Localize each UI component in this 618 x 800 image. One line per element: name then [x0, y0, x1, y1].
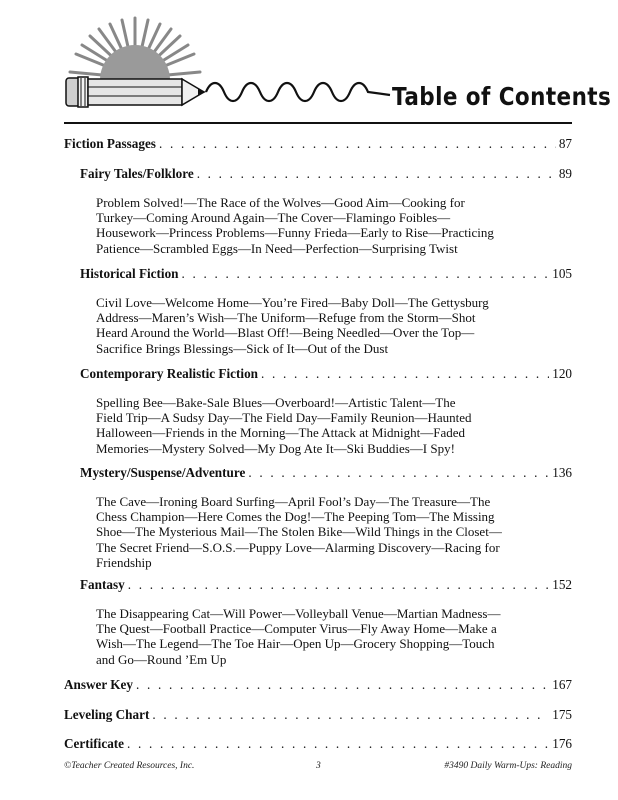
toc-entry-mystery-suspense: [80, 465, 572, 481]
story-line: Field Trip—A Sudsy Day—The Field Day—Family Reunion—Haunted: [96, 410, 472, 426]
dot-leader: [136, 677, 549, 693]
toc-entry-certificate: [64, 736, 572, 752]
story-list-fantasy: [96, 606, 546, 667]
story-list-contemporary-fiction: [96, 395, 546, 456]
toc-page-number: 120: [552, 366, 572, 381]
story-line: Halloween—Friends in the Morning—The Attack at Midnight—Faded: [96, 425, 465, 441]
toc-label: Fiction Passages: [64, 136, 156, 151]
toc-entry-contemporary-fiction: [80, 366, 572, 382]
dot-leader: [152, 707, 549, 723]
story-line: Sacrifice Brings Blessings—Sick of It—Out of the Dust: [96, 340, 389, 356]
toc-page-number: 176: [552, 736, 572, 751]
toc-page-number: 136: [552, 465, 572, 480]
dot-leader: [159, 136, 556, 152]
page-header: [0, 0, 618, 130]
toc-label: Contemporary Realistic Fiction: [80, 366, 258, 381]
toc-page-number: 89: [558, 166, 572, 181]
squiggle-line: [206, 83, 390, 101]
story-list-fairy-tales: [96, 195, 546, 256]
toc-entry-leveling-chart: [64, 707, 572, 723]
dot-leader: [197, 166, 556, 182]
toc-entry-answer-key: [64, 677, 572, 693]
toc-label: Answer Key: [64, 677, 133, 692]
dot-leader: [127, 736, 549, 752]
toc-entry-fairy-tales: [80, 166, 572, 182]
story-line: The Disappearing Cat—Will Power—Volleyball Venue—Martian Madness—: [96, 606, 501, 621]
toc-label: Fairy Tales/Folklore: [80, 166, 194, 181]
toc-page-number: 167: [552, 677, 572, 692]
dot-leader: [261, 366, 549, 382]
story-line: The Secret Friend—S.O.S.—Puppy Love—Alarming Discovery—Racing for: [96, 539, 500, 555]
footer-page-number: 3: [316, 761, 321, 771]
story-line: Problem Solved!—The Race of the Wolves—Good Aim—Cooking for: [96, 195, 465, 210]
story-line: Housework—Princess Problems—Funny Frieda—Early to Rise—Practicing: [96, 225, 494, 241]
pencil-icon: [66, 77, 206, 107]
footer-book-title: #3490 Daily Warm-Ups: Reading: [444, 761, 572, 771]
story-list-historical-fiction: [96, 295, 546, 356]
toc-page-number: 175: [552, 707, 572, 722]
toc-label: Leveling Chart: [64, 707, 150, 722]
story-line: Spelling Bee—Bake-Sale Blues—Overboard!—Artistic Talent—The: [96, 395, 456, 410]
toc-page-number: 87: [558, 136, 572, 151]
story-line: Turkey—Coming Around Again—The Cover—Flamingo Foibles—: [96, 210, 451, 226]
story-line: and Go—Round ’Em Up: [96, 651, 227, 667]
story-line: Friendship: [96, 554, 152, 570]
dot-leader: [182, 266, 550, 282]
dot-leader: [128, 577, 550, 593]
story-line: Wish—The Legend—The Toe Hair—Open Up—Grocery Shopping—Touch: [96, 636, 495, 652]
toc-label: Mystery/Suspense/Adventure: [80, 465, 246, 480]
story-line: Memories—Mystery Solved—My Dog Ate It—Ski Buddies—I Spy!: [96, 440, 455, 456]
toc-entry-fantasy: [80, 577, 572, 593]
title-divider: [64, 122, 572, 124]
dot-leader: [248, 465, 549, 481]
toc-entry-historical-fiction: [80, 266, 572, 282]
toc-label: Fantasy: [80, 577, 125, 592]
footer-publisher: ©Teacher Created Resources, Inc.: [64, 761, 195, 771]
toc-label: Historical Fiction: [80, 266, 179, 281]
toc-page-number: 105: [552, 266, 572, 281]
story-line: Address—Maren’s Wish—The Uniform—Refuge from the Storm—Shot: [96, 310, 476, 326]
story-line: Shoe—The Mysterious Mail—The Stolen Bike—Wild Things in the Closet—: [96, 524, 502, 540]
story-line: The Quest—Football Practice—Computer Virus—Fly Away Home—Make a: [96, 621, 497, 637]
toc-entry-fiction-passages: [64, 136, 572, 152]
story-line: Civil Love—Welcome Home—You’re Fired—Baby Doll—The Gettysburg: [96, 295, 489, 310]
page-title: Table of Contents: [392, 82, 612, 111]
story-line: Patience—Scrambled Eggs—In Need—Perfection—Surprising Twist: [96, 240, 458, 256]
toc-page-number: 152: [552, 577, 572, 592]
story-line: Heard Around the World—Blast Off!—Being Needled—Over the Top—: [96, 325, 475, 341]
story-line: The Cave—Ironing Board Surfing—April Fool’s Day—The Treasure—The: [96, 494, 491, 509]
story-line: Chess Champion—Here Comes the Dog!—The Peeping Tom—The Missing: [96, 509, 495, 525]
story-list-mystery-suspense: [96, 494, 546, 570]
toc-label: Certificate: [64, 736, 125, 751]
sun-icon: [70, 18, 200, 80]
